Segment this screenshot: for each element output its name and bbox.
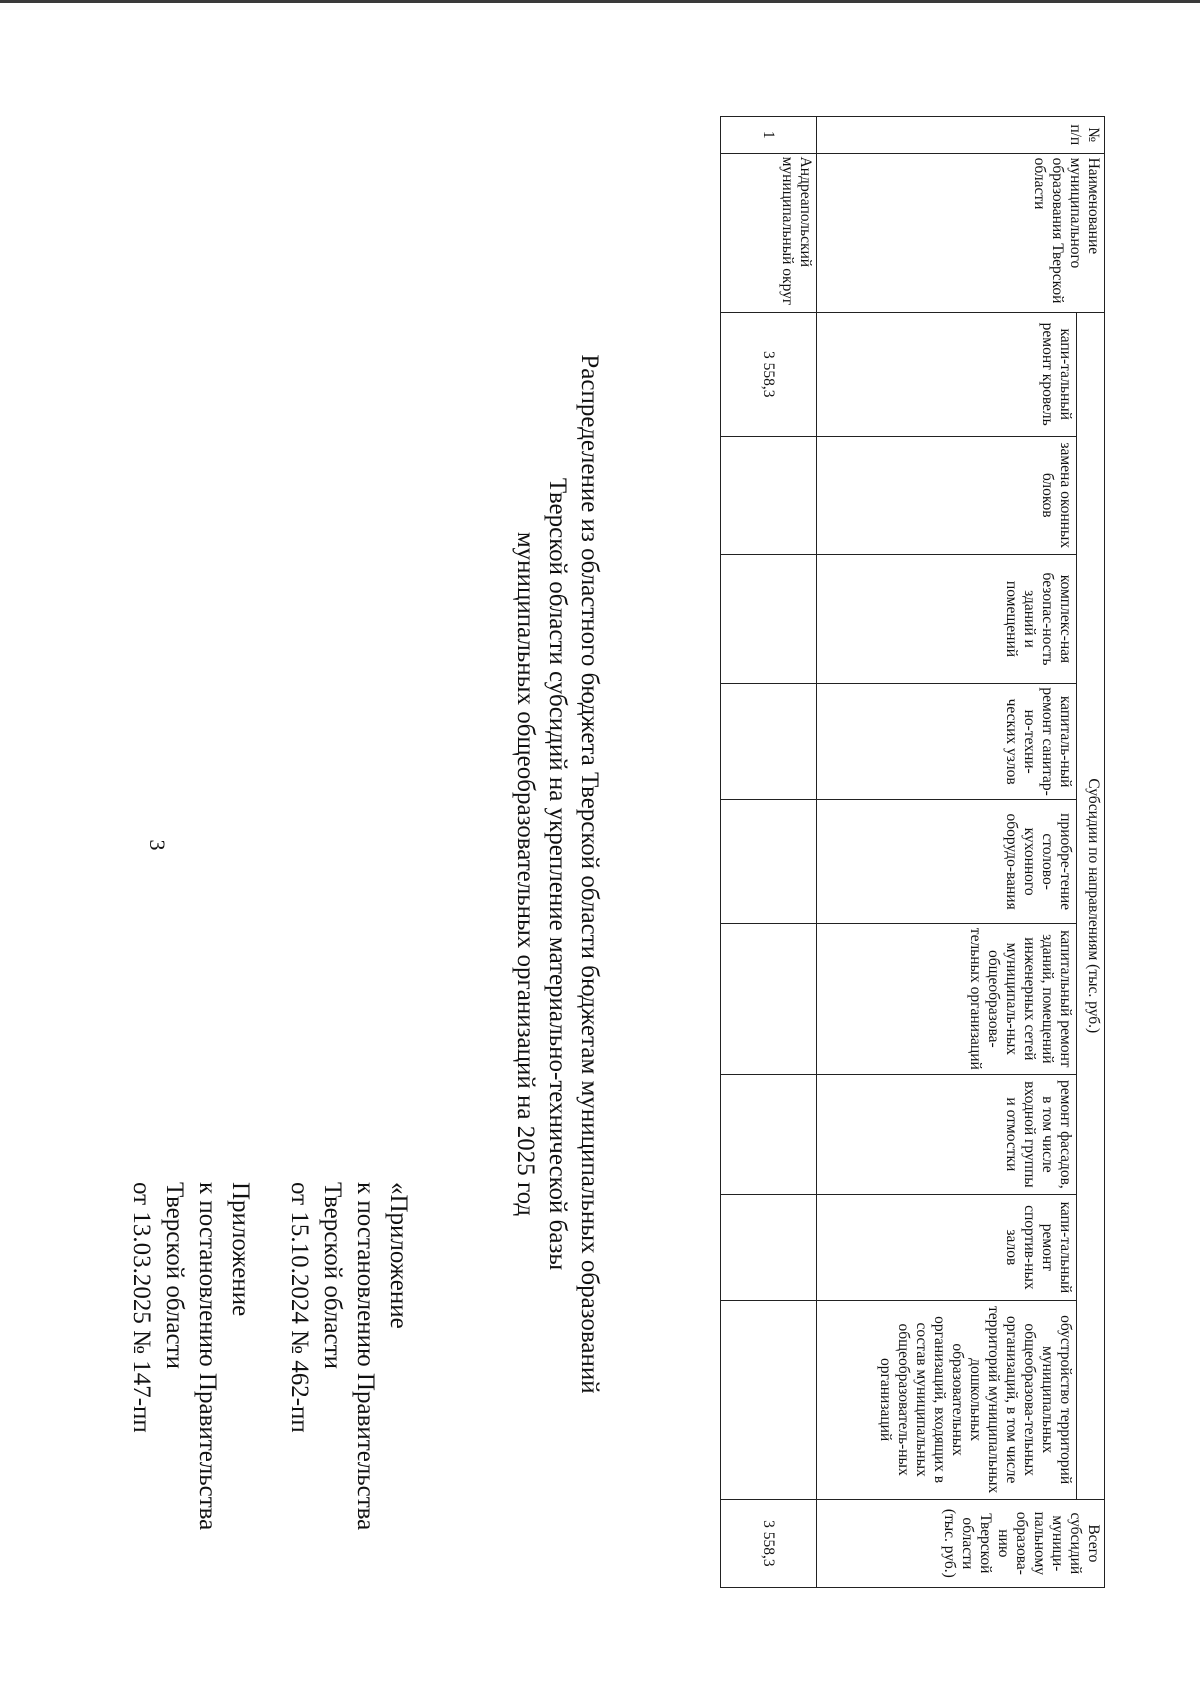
table-row (721, 117, 817, 1588)
header-direction: обустройство территорий муниципальных общеобразова-тельных организаций, в том числе территорий муниципальных дошкольных образовательных организаций, входящих в состав муниципальных общеобразователь-ных организаций (817, 1300, 1077, 1499)
header-direction: капитальный ремонт зданий, помещений инженерных сетей муниципаль-ных общеобразова-тельных организаций (817, 923, 1077, 1074)
appendix-line: к постановлению Правительства (194, 1182, 221, 1531)
row-value: 3 558,3 (721, 312, 817, 436)
header-direction: приобре-тение столово-кухонного оборудо-вания (817, 800, 1077, 924)
appendix-reference-previous (283, 1182, 415, 1530)
subsidy-distribution-table (720, 116, 1105, 1588)
header-direction: комплекс-ная безопас-ность зданий и помещений (817, 554, 1077, 683)
header-num: № п/п (817, 117, 1105, 154)
document-title (509, 249, 605, 1499)
header-directions-group: Субсидии по направлениям (тыс. руб.) (1077, 312, 1105, 1499)
row-total: 3 558,3 (721, 1499, 817, 1587)
row-value (721, 800, 817, 924)
row-num: 1 (721, 117, 817, 154)
appendix-line: Тверской области (319, 1182, 346, 1369)
appendix-line: «Приложение (385, 1182, 412, 1329)
appendix-line: Приложение (227, 1182, 254, 1317)
row-value (721, 684, 817, 800)
appendix-line: от 13.03.2025 № 147-пп (128, 1182, 155, 1433)
row-municipality: Андреапольский муниципальный округ (721, 153, 817, 312)
header-direction: замена оконных блоков (817, 436, 1077, 554)
row-value (721, 1300, 817, 1499)
appendix-line: Тверской области (161, 1182, 188, 1369)
title-line: Распределение из областного бюджета Тверской области бюджетам муниципальных образований (576, 354, 603, 1394)
header-total: Всего субсидий муници-пальному образова-нию Тверской области (тыс. руб.) (817, 1499, 1105, 1587)
row-value (721, 554, 817, 683)
row-value (721, 436, 817, 554)
row-value (721, 1195, 817, 1300)
header-direction: капи-тальный ремонт кровель (817, 312, 1077, 436)
table-subheader-row (817, 117, 1077, 1588)
page-number: 3 (145, 839, 170, 851)
title-line: муниципальных общеобразовательных организаций на 2025 год (512, 531, 539, 1217)
row-value (721, 1074, 817, 1195)
appendix-line: к постановлению Правительства (352, 1182, 379, 1531)
appendix-reference-current (125, 1182, 257, 1530)
row-value (721, 923, 817, 1074)
header-direction: капиталь-ный ремонт санитар-но-техни-ческих узлов (817, 684, 1077, 800)
table-header-row (1077, 117, 1105, 1588)
header-municipality: Наименование муниципального образования Тверской области (817, 153, 1105, 312)
header-direction: ремонт фасадов, в том числе входной группы и отмостки (817, 1074, 1077, 1195)
title-line: Тверской области субсидий на укрепление материально-технической базы (544, 477, 571, 1271)
header-direction: капи-тальный ремонт спортив-ных залов (817, 1195, 1077, 1300)
appendix-line: от 15.10.2024 № 462-пп (286, 1182, 313, 1433)
